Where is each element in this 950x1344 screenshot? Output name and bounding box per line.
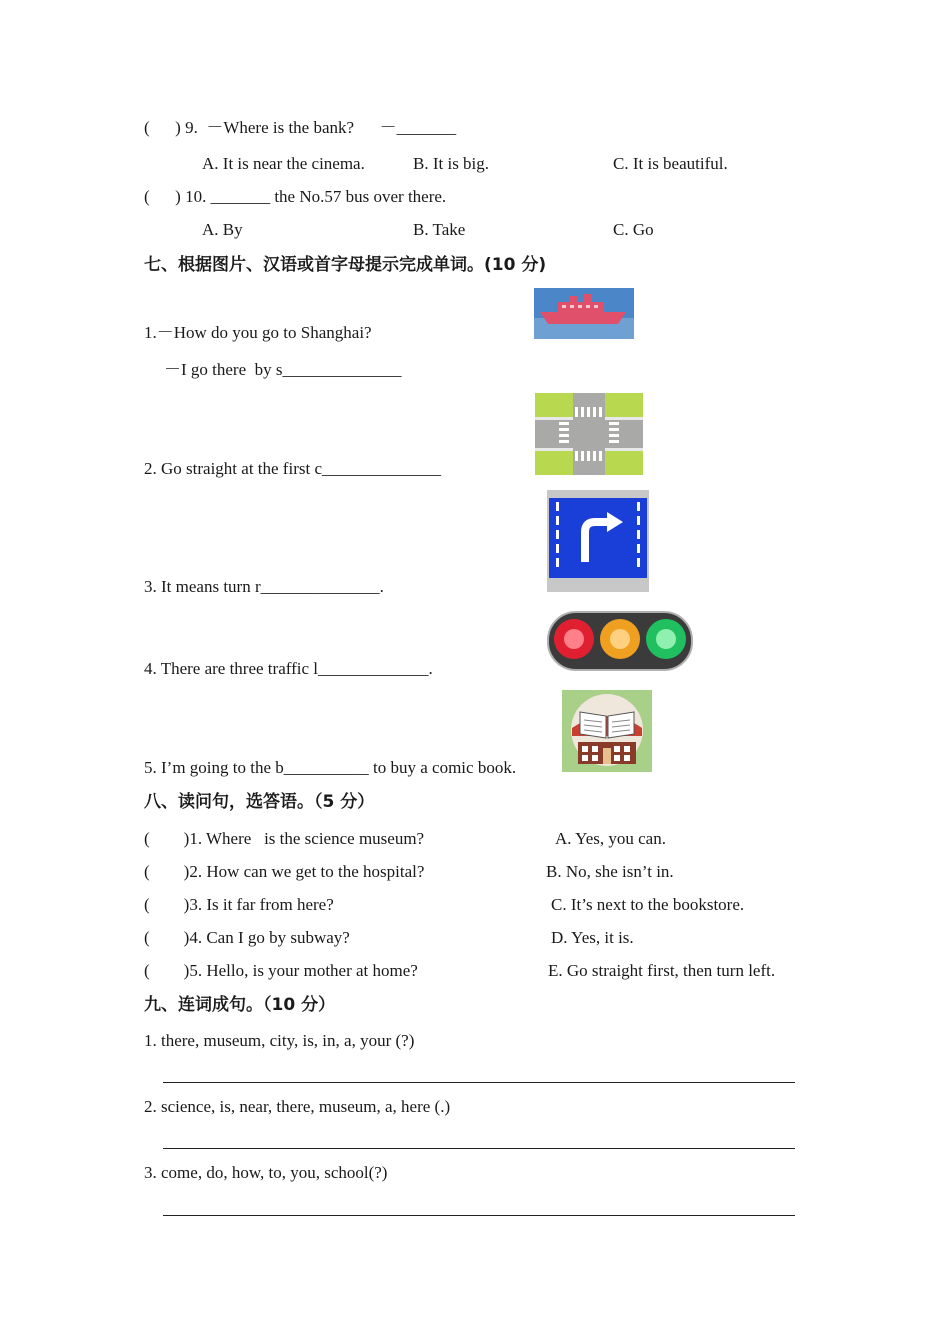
- s8-answer-d: D. Yes, it is.: [551, 928, 634, 947]
- s8-question-4: ( )4. Can I go by subway?: [144, 928, 350, 947]
- s8-answer-e: E. Go straight first, then turn left.: [548, 961, 776, 980]
- q9-option-c: C. It is beautiful.: [613, 154, 728, 173]
- s8-answer-c: C. It’s next to the bookstore.: [551, 895, 745, 914]
- s8-question-3: ( )3. Is it far from here?: [144, 895, 334, 914]
- s8-question-1: ( )1. Where is the science museum?: [144, 829, 425, 848]
- traffic-light-icon: [546, 606, 694, 674]
- section7-title: 七、根据图片、汉语或首字母提示完成单词。(10 分): [144, 255, 547, 275]
- s8-answer-b: B. No, she isn’t in.: [546, 862, 674, 881]
- s9-answer-line-2: [163, 1148, 795, 1149]
- q9-option-b: B. It is big.: [413, 154, 490, 173]
- s7-q1b: －I go there by s______________: [164, 360, 402, 379]
- section8-title: 八、读问句，选答语。（5 分）: [144, 792, 375, 812]
- s8-answer-a: A. Yes, you can.: [555, 829, 666, 848]
- q10-option-a: A. By: [202, 220, 243, 239]
- s7-q4: 4. There are three traffic l_____________.: [144, 659, 433, 678]
- s9-item-2: 2. science, is, near, there, museum, a, here (.): [144, 1097, 451, 1116]
- s8-question-5: ( )5. Hello, is your mother at home?: [144, 961, 418, 980]
- s8-question-2: ( )2. How can we get to the hospital?: [144, 862, 425, 881]
- s9-answer-line-1: [163, 1082, 795, 1083]
- q10-option-b: B. Take: [413, 220, 466, 239]
- s9-answer-line-3: [163, 1215, 795, 1216]
- s9-item-3: 3. come, do, how, to, you, school(?): [144, 1163, 388, 1182]
- crossing-icon: [535, 393, 643, 475]
- q9-stem: ( ) 9. －Where is the bank? －_______: [144, 118, 457, 137]
- s7-q3: 3. It means turn r______________.: [144, 577, 384, 596]
- q9-option-a: A. It is near the cinema.: [202, 154, 365, 173]
- s9-item-1: 1. there, museum, city, is, in, a, your (?): [144, 1031, 415, 1050]
- s7-q5: 5. I’m going to the b__________ to buy a comic book.: [144, 758, 517, 777]
- bookstore-icon: [562, 690, 652, 772]
- s7-q1a: 1.－How do you go to Shanghai?: [144, 323, 372, 342]
- section9-title: 九、连词成句。（10 分）: [144, 995, 336, 1015]
- s7-q2: 2. Go straight at the first c______________: [144, 459, 441, 478]
- q10-stem: ( ) 10. _______ the No.57 bus over there.: [144, 187, 447, 206]
- turn-right-sign-icon: [547, 490, 649, 592]
- ship-icon: [534, 288, 634, 339]
- q10-option-c: C. Go: [613, 220, 654, 239]
